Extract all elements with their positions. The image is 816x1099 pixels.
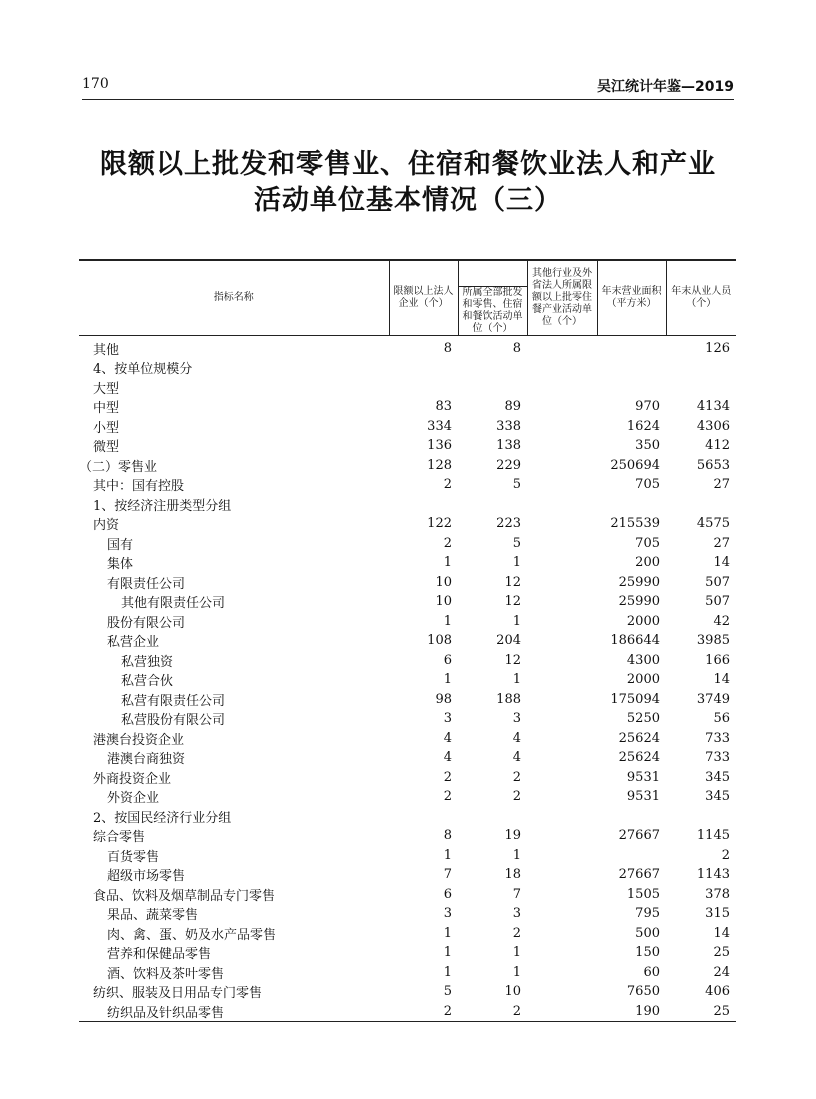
row-value-c2: 223	[496, 516, 521, 532]
row-label: 有限责任公司	[107, 576, 186, 592]
row-value-c4: 7650	[626, 984, 660, 1000]
row-value-c2: 1	[512, 964, 521, 980]
row-value-c2: 89	[504, 399, 521, 415]
row-value-c3	[527, 417, 597, 437]
table-row	[79, 514, 736, 534]
table-row	[79, 592, 736, 612]
row-value-c2	[458, 358, 527, 378]
row-value-c4: 795	[635, 906, 660, 922]
row-value-c5: 1143	[696, 867, 730, 883]
row-value-c3	[527, 670, 597, 690]
table-row	[79, 865, 736, 885]
row-value-c2: 2	[512, 789, 521, 805]
row-value-c5: 733	[705, 750, 730, 766]
row-label: （二）零售业	[79, 459, 158, 475]
row-value-c5	[666, 495, 736, 515]
row-value-c1: 5	[443, 984, 452, 1000]
row-value-c3	[527, 553, 597, 573]
table-row	[79, 553, 736, 573]
row-value-c4: 9531	[626, 769, 660, 785]
row-value-c2	[458, 378, 527, 398]
row-label: 其他	[93, 342, 120, 358]
table-row	[79, 904, 736, 924]
row-value-c3	[527, 709, 597, 729]
row-label: 其中：国有控股	[93, 479, 185, 495]
row-label: 私营股份有限公司	[121, 713, 226, 729]
row-value-c5: 4306	[696, 418, 730, 434]
row-value-c2: 1	[512, 613, 521, 629]
row-value-c2	[458, 807, 527, 827]
row-value-c3	[527, 573, 597, 593]
row-label: 纺织、服装及日用品专门零售	[93, 986, 263, 1002]
row-value-c1: 2	[443, 789, 452, 805]
table-row	[79, 456, 736, 476]
row-value-c4: 27667	[618, 867, 660, 883]
table-row	[79, 690, 736, 710]
row-value-c4: 5250	[626, 711, 660, 727]
table-row	[79, 335, 736, 358]
row-value-c1: 3	[443, 906, 452, 922]
row-value-c1: 7	[443, 867, 452, 883]
row-value-c5: 4134	[696, 399, 730, 415]
row-value-c5: 3749	[696, 691, 730, 707]
row-value-c1: 1	[443, 613, 452, 629]
row-value-c5: 27	[713, 477, 730, 493]
row-value-c5: 166	[705, 652, 730, 668]
row-value-c3	[527, 592, 597, 612]
row-value-c4: 1505	[626, 886, 660, 902]
row-value-c5: 14	[713, 672, 730, 688]
row-value-c4: 500	[635, 925, 660, 941]
row-value-c5	[666, 378, 736, 398]
row-value-c5: 25	[713, 945, 730, 961]
row-label: 私营合伙	[121, 674, 174, 690]
table-row	[79, 534, 736, 554]
row-value-c2: 338	[496, 418, 521, 434]
row-value-c2: 3	[512, 711, 521, 727]
row-value-c5: 507	[705, 574, 730, 590]
row-value-c4: 25990	[618, 574, 660, 590]
row-value-c1: 2	[443, 477, 452, 493]
table-row	[79, 748, 736, 768]
row-value-c4: 60	[643, 964, 660, 980]
row-value-c1: 10	[435, 594, 452, 610]
row-value-c3	[527, 904, 597, 924]
row-label: 私营有限责任公司	[121, 693, 226, 709]
row-value-c1: 6	[443, 652, 452, 668]
row-value-c4: 25990	[618, 594, 660, 610]
header-other-units: 其他行业及外省法人所属限额以上批零住餐产业活动单位（个）	[527, 260, 597, 335]
row-value-c4	[597, 846, 666, 866]
row-label: 港澳台投资企业	[93, 732, 185, 748]
row-value-c1: 3	[443, 711, 452, 727]
table-row	[79, 670, 736, 690]
row-value-c1: 8	[443, 828, 452, 844]
row-value-c3	[527, 748, 597, 768]
row-label: 1、按经济注册类型分组	[93, 498, 232, 514]
row-label: 外商投资企业	[93, 771, 172, 787]
row-value-c1: 334	[427, 418, 452, 434]
row-value-c5: 4575	[696, 516, 730, 532]
row-value-c5	[666, 807, 736, 827]
row-label: 集体	[107, 557, 134, 573]
row-value-c3	[527, 768, 597, 788]
row-label: 大型	[93, 381, 120, 397]
row-value-c2: 12	[504, 594, 521, 610]
row-value-c3	[527, 651, 597, 671]
row-value-c5: 507	[705, 594, 730, 610]
row-value-c4: 9531	[626, 789, 660, 805]
row-value-c4: 190	[597, 1002, 666, 1022]
row-value-c1: 4	[443, 750, 452, 766]
row-value-c2: 12	[504, 574, 521, 590]
row-value-c1: 2	[443, 769, 452, 785]
table-row	[79, 768, 736, 788]
row-label: 股份有限公司	[107, 615, 186, 631]
row-value-c2: 19	[504, 828, 521, 844]
row-value-c1	[389, 358, 458, 378]
row-value-c4	[597, 807, 666, 827]
row-value-c5: 14	[713, 925, 730, 941]
row-value-c2: 204	[496, 633, 521, 649]
row-value-c2: 10	[504, 984, 521, 1000]
row-value-c3	[527, 963, 597, 983]
row-value-c3	[527, 358, 597, 378]
row-label: 内资	[93, 518, 120, 534]
row-value-c2: 229	[496, 457, 521, 473]
row-value-c2: 5	[512, 477, 521, 493]
row-value-c4: 175094	[610, 691, 660, 707]
row-label: 小型	[93, 420, 120, 436]
row-value-c5: 2	[721, 847, 730, 863]
row-value-c2: 1	[512, 945, 521, 961]
header-blank	[458, 260, 527, 286]
row-value-c2: 1	[512, 847, 521, 863]
row-value-c5: 345	[705, 769, 730, 785]
row-value-c4: 186644	[610, 633, 660, 649]
row-value-c3	[527, 335, 597, 358]
row-label: 营养和保健品零售	[107, 947, 212, 963]
row-value-c4: 4300	[626, 652, 660, 668]
row-label: 港澳台商独资	[107, 752, 186, 768]
row-value-c4: 1624	[626, 418, 660, 434]
page-number: 170	[82, 76, 109, 92]
row-value-c1: 4	[443, 730, 452, 746]
row-value-c3	[527, 534, 597, 554]
row-value-c2: 138	[496, 438, 521, 454]
row-value-c1: 6	[443, 886, 452, 902]
row-value-c2: 188	[496, 691, 521, 707]
row-value-c4: 150	[635, 945, 660, 961]
row-value-c1: 1	[443, 555, 452, 571]
row-value-c5: 14	[713, 555, 730, 571]
row-value-c1	[389, 807, 458, 827]
table-row	[79, 397, 736, 417]
row-value-c4: 250694	[610, 457, 660, 473]
row-value-c1: 136	[427, 438, 452, 454]
header-employees: 年末从业人员（个）	[666, 260, 736, 335]
row-value-c5: 378	[705, 886, 730, 902]
row-label: 百货零售	[107, 849, 160, 865]
table-row	[79, 573, 736, 593]
row-label: 纺织品及针织品零售	[79, 1002, 389, 1022]
row-value-c3	[527, 631, 597, 651]
row-value-c2: 2	[458, 1002, 527, 1022]
row-value-c5: 126	[705, 340, 730, 356]
row-value-c4: 350	[635, 438, 660, 454]
row-value-c5	[666, 358, 736, 378]
row-value-c4: 27667	[618, 828, 660, 844]
table-row	[79, 378, 736, 398]
table-row	[79, 924, 736, 944]
row-label: 私营独资	[121, 654, 174, 670]
row-value-c4: 25624	[618, 730, 660, 746]
table-row	[79, 807, 736, 827]
row-label: 超级市场零售	[107, 869, 186, 885]
row-value-c3	[527, 1002, 597, 1022]
row-value-c1	[389, 378, 458, 398]
row-label: 4、按单位规模分	[93, 362, 193, 378]
row-value-c5: 5653	[696, 457, 730, 473]
row-value-c1: 2	[389, 1002, 458, 1022]
row-value-c2: 18	[504, 867, 521, 883]
table-row	[79, 417, 736, 437]
row-value-c3	[527, 787, 597, 807]
row-value-c4: 2000	[626, 613, 660, 629]
table-row	[79, 631, 736, 651]
row-value-c4: 970	[635, 399, 660, 415]
row-value-c3	[527, 982, 597, 1002]
row-value-c4: 215539	[610, 516, 660, 532]
table-row	[79, 846, 736, 866]
row-value-c3	[527, 475, 597, 495]
header-activity-units: 所属全部批发和零售、住宿和餐饮活动单位（个）	[458, 286, 527, 335]
header-legal-entities: 限额以上法人企业（个）	[389, 260, 458, 335]
row-value-c5: 345	[705, 789, 730, 805]
table-row	[79, 475, 736, 495]
row-value-c3	[527, 807, 597, 827]
row-label: 综合零售	[93, 830, 146, 846]
row-value-c5: 27	[713, 535, 730, 551]
table-row	[79, 612, 736, 632]
row-label: 酒、饮料及茶叶零售	[107, 966, 225, 982]
table-title-line2: 活动单位基本情况（三）	[254, 185, 562, 216]
row-value-c4: 2000	[626, 672, 660, 688]
table-title-line1: 限额以上批发和零售业、住宿和餐饮业法人和产业	[100, 149, 716, 180]
table-row	[79, 787, 736, 807]
statistics-table	[79, 259, 736, 1022]
row-value-c1: 8	[443, 340, 452, 356]
row-value-c2: 7	[512, 886, 521, 902]
row-value-c2: 1	[512, 555, 521, 571]
table-row	[79, 729, 736, 749]
row-value-c5: 733	[705, 730, 730, 746]
row-value-c3	[527, 612, 597, 632]
row-value-c3	[527, 846, 597, 866]
row-value-c4	[597, 358, 666, 378]
row-label: 外资企业	[107, 791, 160, 807]
row-value-c5: 315	[705, 906, 730, 922]
row-value-c2: 4	[512, 750, 521, 766]
row-value-c4: 25624	[618, 750, 660, 766]
table-body	[79, 335, 736, 1022]
table-row	[79, 963, 736, 983]
row-value-c5: 406	[705, 984, 730, 1000]
row-value-c1: 1	[443, 672, 452, 688]
row-value-c3	[527, 514, 597, 534]
row-value-c4: 200	[635, 555, 660, 571]
table-row	[79, 436, 736, 456]
row-value-c5: 3985	[696, 633, 730, 649]
row-value-c1: 1	[443, 945, 452, 961]
table-row	[79, 709, 736, 729]
row-value-c4: 705	[635, 477, 660, 493]
row-label: 肉、禽、蛋、奶及水产品零售	[107, 927, 277, 943]
row-value-c3	[527, 885, 597, 905]
row-value-c5: 1145	[696, 828, 730, 844]
row-value-c3	[527, 378, 597, 398]
row-value-c2: 12	[504, 652, 521, 668]
table-row	[79, 651, 736, 671]
row-value-c2: 2	[512, 925, 521, 941]
row-value-c2: 8	[512, 340, 521, 356]
table-row	[79, 885, 736, 905]
row-value-c4	[597, 378, 666, 398]
row-value-c1: 1	[443, 964, 452, 980]
row-value-c2: 5	[512, 535, 521, 551]
row-value-c3	[527, 943, 597, 963]
table-row	[79, 495, 736, 515]
row-label: 其他有限责任公司	[121, 596, 226, 612]
page-header	[82, 76, 734, 98]
row-value-c2: 2	[512, 769, 521, 785]
row-label: 2、按国民经济行业分组	[93, 810, 232, 826]
row-label: 国有	[107, 537, 134, 553]
table-row	[79, 982, 736, 1002]
row-value-c1: 108	[427, 633, 452, 649]
table-row	[79, 943, 736, 963]
row-value-c5: 42	[713, 613, 730, 629]
table-row	[79, 826, 736, 846]
row-value-c4	[597, 335, 666, 358]
table-row	[79, 358, 736, 378]
row-value-c3	[527, 456, 597, 476]
row-value-c5: 56	[713, 711, 730, 727]
row-value-c3	[527, 729, 597, 749]
row-value-c1: 1	[443, 847, 452, 863]
row-value-c3	[527, 690, 597, 710]
row-value-c2: 1	[512, 672, 521, 688]
row-value-c5: 25	[666, 1002, 736, 1022]
header-rule	[82, 99, 734, 100]
row-value-c4	[597, 495, 666, 515]
row-value-c1: 2	[443, 535, 452, 551]
row-value-c1	[389, 495, 458, 515]
row-value-c3	[527, 865, 597, 885]
table-row	[79, 1002, 736, 1022]
row-value-c1: 122	[427, 516, 452, 532]
row-value-c1: 98	[435, 691, 452, 707]
row-value-c1: 128	[427, 457, 452, 473]
yearbook-title: 吴江统计年鉴—2019	[597, 79, 734, 95]
row-value-c3	[527, 495, 597, 515]
row-value-c4: 705	[635, 535, 660, 551]
row-value-c3	[527, 397, 597, 417]
row-label: 食品、饮料及烟草制品专门零售	[93, 888, 276, 904]
row-value-c2: 3	[512, 906, 521, 922]
row-value-c3	[527, 826, 597, 846]
row-value-c1: 10	[435, 574, 452, 590]
header-indicator: 指标名称	[79, 260, 389, 335]
row-label: 果品、蔬菜零售	[107, 908, 199, 924]
row-label: 私营企业	[107, 635, 160, 651]
row-label: 微型	[93, 440, 120, 456]
header-business-area: 年末营业面积（平方米）	[597, 260, 666, 335]
row-value-c2	[458, 495, 527, 515]
row-value-c5: 24	[713, 964, 730, 980]
row-value-c1: 1	[443, 925, 452, 941]
row-value-c3	[527, 436, 597, 456]
row-value-c5: 412	[705, 438, 730, 454]
row-value-c3	[527, 924, 597, 944]
row-value-c1: 83	[435, 399, 452, 415]
row-value-c2: 4	[512, 730, 521, 746]
row-label: 中型	[93, 401, 120, 417]
